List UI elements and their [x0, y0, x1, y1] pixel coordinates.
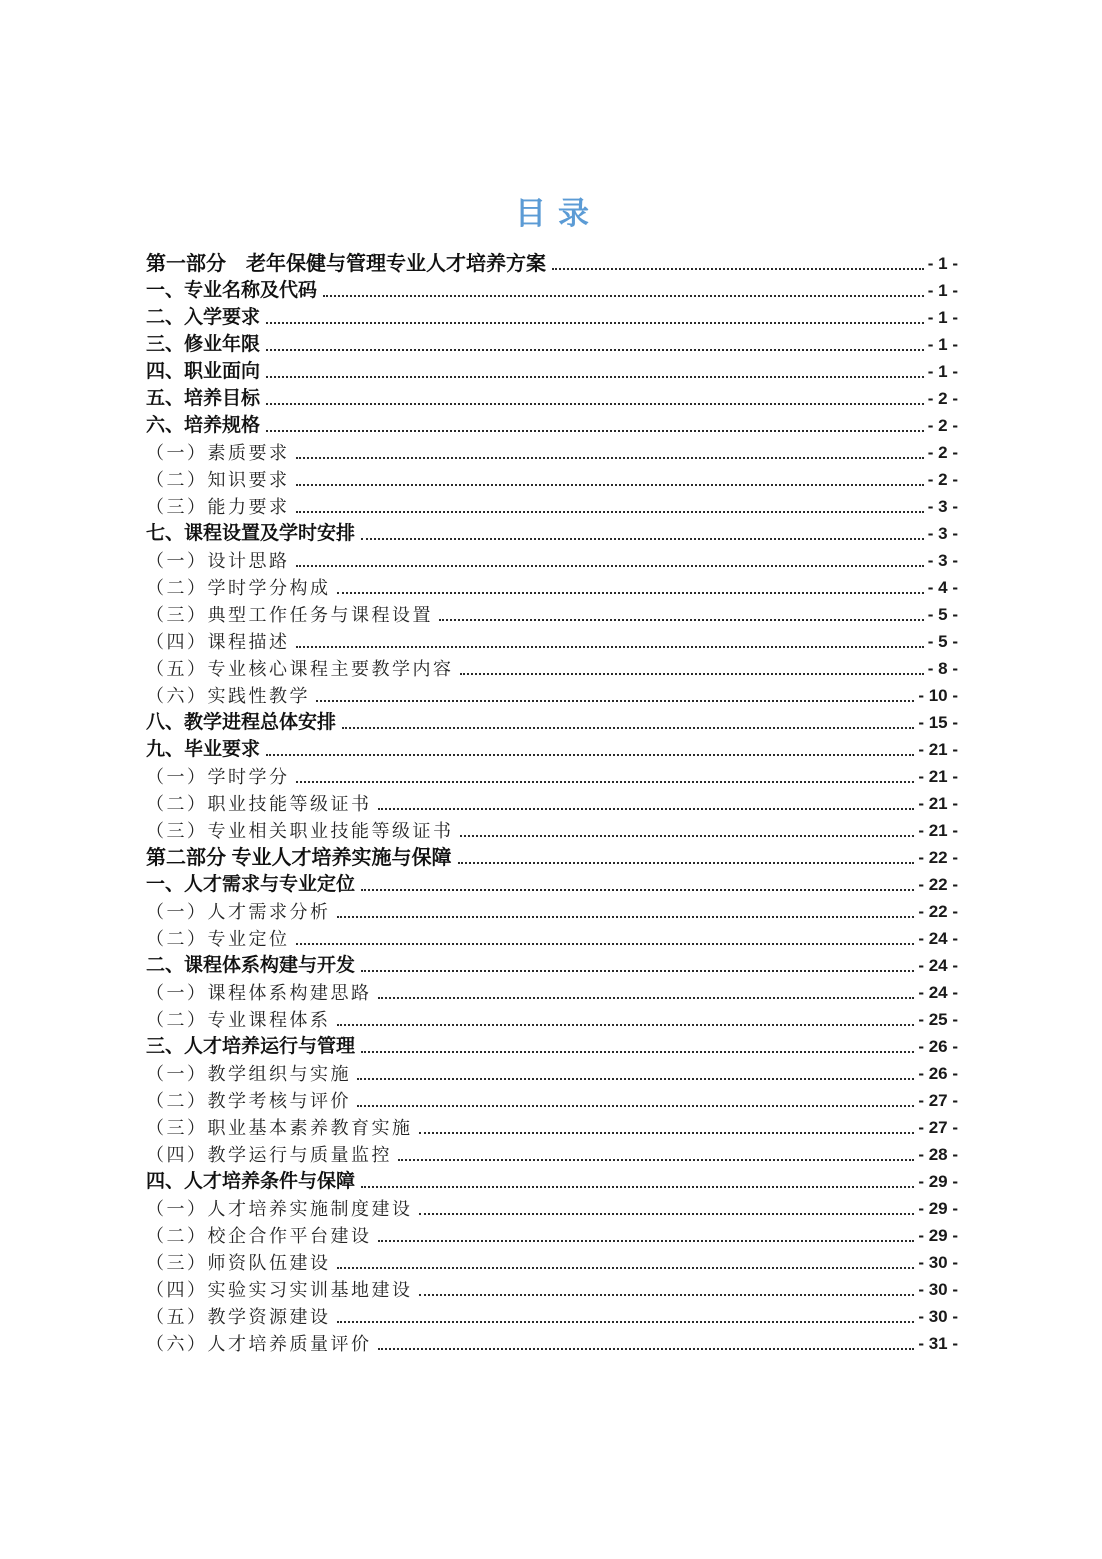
toc-dot-leader: [296, 511, 924, 513]
toc-entry-label[interactable]: （一）设计思路: [146, 551, 290, 571]
toc-entry-label[interactable]: （五）专业核心课程主要教学内容: [146, 659, 454, 679]
toc-entry-page: - 27 -: [918, 1118, 958, 1137]
toc-entry[interactable]: [146, 492, 958, 519]
toc-entry[interactable]: [146, 519, 958, 546]
toc-entry-page: - 3 -: [927, 524, 958, 543]
toc-entry-label[interactable]: （一）人才需求分析: [146, 902, 331, 922]
toc-entry-label[interactable]: （二）校企合作平台建设: [146, 1226, 372, 1246]
toc-entry-label[interactable]: 一、人才需求与专业定位: [146, 874, 356, 895]
toc-entry-label[interactable]: （二）知识要求: [146, 470, 290, 490]
toc-entry[interactable]: [146, 1005, 958, 1032]
toc-entry-page: - 29 -: [918, 1226, 958, 1245]
toc-entry-label[interactable]: 第二部分 专业人才培养实施与保障: [146, 847, 452, 869]
toc-dot-leader: [337, 1024, 915, 1026]
toc-dot-leader: [296, 457, 924, 459]
toc-entry-label[interactable]: 七、课程设置及学时安排: [146, 523, 356, 544]
toc-entry-label[interactable]: 八、教学进程总体安排: [146, 712, 337, 733]
toc-dot-leader: [378, 808, 915, 810]
toc-dot-leader: [266, 430, 924, 432]
toc-entry[interactable]: [146, 843, 958, 870]
toc-entry[interactable]: [146, 1194, 958, 1221]
toc-entry-label[interactable]: （二）教学考核与评价: [146, 1091, 351, 1111]
toc-entry[interactable]: [146, 1221, 958, 1248]
toc-entry[interactable]: [146, 978, 958, 1005]
toc-entry[interactable]: [146, 303, 958, 330]
toc-entry[interactable]: [146, 708, 958, 735]
toc-entry-label[interactable]: 六、培养规格: [146, 415, 261, 436]
toc-dot-leader: [296, 484, 924, 486]
toc-dot-leader: [460, 835, 915, 837]
toc-entry[interactable]: [146, 249, 958, 276]
toc-dot-leader: [361, 538, 924, 540]
toc-dot-leader: [357, 1078, 914, 1080]
toc-entry-page: - 22 -: [918, 902, 958, 921]
toc-entry-page: - 3 -: [927, 551, 958, 570]
toc-entry-label[interactable]: （一）教学组织与实施: [146, 1064, 351, 1084]
toc-dot-leader: [266, 754, 914, 756]
toc-entry-page: - 24 -: [918, 956, 958, 975]
toc-dot-leader: [378, 997, 915, 999]
toc-entry-label[interactable]: （六）人才培养质量评价: [146, 1334, 372, 1354]
toc-entry-page: - 30 -: [918, 1280, 958, 1299]
toc-entry-label[interactable]: 三、修业年限: [146, 334, 261, 355]
toc-entry-page: - 1 -: [927, 281, 958, 300]
toc-entry[interactable]: [146, 276, 958, 303]
toc-entry[interactable]: [146, 816, 958, 843]
toc-entry-label[interactable]: （五）教学资源建设: [146, 1307, 331, 1327]
toc-entry[interactable]: [146, 789, 958, 816]
toc-entry-page: - 1 -: [927, 254, 958, 273]
toc-entry-page: - 26 -: [918, 1064, 958, 1083]
toc-entry-page: - 22 -: [918, 875, 958, 894]
toc-entry-page: - 26 -: [918, 1037, 958, 1056]
toc-entry-page: - 31 -: [918, 1334, 958, 1353]
toc-entry-page: - 22 -: [918, 848, 958, 867]
toc-dot-leader: [266, 322, 924, 324]
toc-dot-leader: [398, 1159, 914, 1161]
toc-entry-page: - 29 -: [918, 1199, 958, 1218]
toc-entry-page: - 21 -: [918, 740, 958, 759]
toc-entry[interactable]: [146, 1167, 958, 1194]
toc-entry[interactable]: [146, 654, 958, 681]
toc-entry-label[interactable]: （一）学时学分: [146, 767, 290, 787]
toc-entry-page: - 29 -: [918, 1172, 958, 1191]
toc-entry-label[interactable]: （四）教学运行与质量监控: [146, 1145, 392, 1165]
toc-entry-label[interactable]: （一）人才培养实施制度建设: [146, 1199, 413, 1219]
toc-dot-leader: [342, 727, 914, 729]
toc-entry-page: - 30 -: [918, 1253, 958, 1272]
toc-entry-label[interactable]: （二）学时学分构成: [146, 578, 331, 598]
toc-entry[interactable]: [146, 1032, 958, 1059]
toc-entry-label[interactable]: （一）课程体系构建思路: [146, 983, 372, 1003]
toc-dot-leader: [296, 781, 915, 783]
toc-entry-page: - 28 -: [918, 1145, 958, 1164]
toc-entry[interactable]: [146, 600, 958, 627]
toc-entry[interactable]: [146, 762, 958, 789]
toc-entry-label[interactable]: 四、人才培养条件与保障: [146, 1171, 356, 1192]
toc-entry[interactable]: [146, 1275, 958, 1302]
toc-dot-leader: [361, 1186, 914, 1188]
toc-dot-leader: [361, 1051, 914, 1053]
toc-entry-label[interactable]: （三）师资队伍建设: [146, 1253, 331, 1273]
toc-dot-leader: [419, 1213, 915, 1215]
toc-dot-leader: [316, 700, 914, 702]
toc-entry-page: - 5 -: [927, 605, 958, 624]
toc-dot-leader: [361, 970, 914, 972]
toc-entry[interactable]: [146, 330, 958, 357]
toc-dot-leader: [337, 916, 915, 918]
toc-entry[interactable]: [146, 1113, 958, 1140]
toc-entry-page: - 24 -: [918, 983, 958, 1002]
toc-entry-label[interactable]: （四）实验实习实训基地建设: [146, 1280, 413, 1300]
toc-entry-label[interactable]: 四、职业面向: [146, 361, 261, 382]
toc-entry-page: - 3 -: [927, 497, 958, 516]
toc-entry-label[interactable]: 九、毕业要求: [146, 739, 261, 760]
toc-dot-leader: [266, 376, 924, 378]
toc-entry-page: - 24 -: [918, 929, 958, 948]
toc-entry[interactable]: [146, 951, 958, 978]
toc-entry-label[interactable]: （六）实践性教学: [146, 686, 310, 706]
toc-entry-page: - 15 -: [918, 713, 958, 732]
toc-entry[interactable]: [146, 897, 958, 924]
toc-entry-page: - 21 -: [918, 767, 958, 786]
toc-dot-leader: [460, 673, 924, 675]
toc-dot-leader: [378, 1240, 915, 1242]
toc-entry[interactable]: [146, 465, 958, 492]
toc-entry-page: - 21 -: [918, 794, 958, 813]
toc-entry[interactable]: [146, 411, 958, 438]
toc-entry-page: - 1 -: [927, 362, 958, 381]
toc-entry-page: - 4 -: [927, 578, 958, 597]
toc-entry-label[interactable]: （二）职业技能等级证书: [146, 794, 372, 814]
toc-entry-label[interactable]: 一、专业名称及代码: [146, 280, 318, 301]
toc-entry[interactable]: [146, 735, 958, 762]
toc-entry-label[interactable]: （二）专业课程体系: [146, 1010, 331, 1030]
toc-dot-leader: [378, 1348, 915, 1350]
toc-entry[interactable]: [146, 546, 958, 573]
toc-entry-label[interactable]: 二、课程体系构建与开发: [146, 955, 356, 976]
toc-entry-page: - 10 -: [918, 686, 958, 705]
toc-entry-page: - 8 -: [927, 659, 958, 678]
toc-dot-leader: [337, 592, 924, 594]
toc-dot-leader: [439, 619, 924, 621]
toc-entry[interactable]: [146, 924, 958, 951]
toc-dot-leader: [296, 646, 924, 648]
toc-dot-leader: [337, 1267, 915, 1269]
toc-dot-leader: [337, 1321, 915, 1323]
toc-dot-leader: [361, 889, 914, 891]
toc-entry[interactable]: [146, 1248, 958, 1275]
toc-entry-label[interactable]: （三）典型工作任务与课程设置: [146, 605, 433, 625]
toc-entry-label[interactable]: （二）专业定位: [146, 929, 290, 949]
toc-dot-leader: [419, 1294, 915, 1296]
toc-entry[interactable]: [146, 1140, 958, 1167]
toc-entry-page: - 2 -: [927, 443, 958, 462]
toc-dot-leader: [296, 943, 915, 945]
toc-entry-page: - 2 -: [927, 416, 958, 435]
toc-entry-page: - 1 -: [927, 308, 958, 327]
toc-entry-label[interactable]: （三）专业相关职业技能等级证书: [146, 821, 454, 841]
toc-entry-page: - 2 -: [927, 470, 958, 489]
toc-dot-leader: [357, 1105, 914, 1107]
toc-entry[interactable]: [146, 1302, 958, 1329]
toc-dot-leader: [266, 349, 924, 351]
toc-dot-leader: [458, 862, 915, 864]
toc-entry-page: - 5 -: [927, 632, 958, 651]
toc-dot-leader: [419, 1132, 915, 1134]
toc-entry[interactable]: [146, 1329, 958, 1356]
toc-dot-leader: [552, 268, 924, 270]
toc-entry-label[interactable]: （一）素质要求: [146, 443, 290, 463]
toc-entry[interactable]: [146, 1059, 958, 1086]
toc-entry-page: - 27 -: [918, 1091, 958, 1110]
toc-entry-page: - 21 -: [918, 821, 958, 840]
toc-entry-label[interactable]: 五、培养目标: [146, 388, 261, 409]
toc-entry[interactable]: [146, 681, 958, 708]
toc-entry[interactable]: [146, 627, 958, 654]
toc-entry[interactable]: [146, 357, 958, 384]
toc-entry-page: - 2 -: [927, 389, 958, 408]
toc-entry-label[interactable]: （四）课程描述: [146, 632, 290, 652]
toc-entry-label[interactable]: 二、入学要求: [146, 307, 261, 328]
toc-entry-label[interactable]: 第一部分 老年保健与管理专业人才培养方案: [146, 253, 546, 275]
toc-dot-leader: [296, 565, 924, 567]
toc-dot-leader: [266, 403, 924, 405]
toc-entry-page: - 1 -: [927, 335, 958, 354]
toc-entry-label[interactable]: （三）职业基本素养教育实施: [146, 1118, 413, 1138]
toc-entry-label[interactable]: （三）能力要求: [146, 497, 290, 517]
toc-entry[interactable]: [146, 384, 958, 411]
toc-entry-label[interactable]: 三、人才培养运行与管理: [146, 1036, 356, 1057]
toc-entry[interactable]: [146, 573, 958, 600]
toc-entry-page: - 25 -: [918, 1010, 958, 1029]
toc-entry[interactable]: [146, 438, 958, 465]
toc-entry-page: - 30 -: [918, 1307, 958, 1326]
toc-list: [146, 249, 958, 1356]
toc-title: 目录: [515, 196, 601, 231]
toc-dot-leader: [323, 295, 924, 297]
toc-entry[interactable]: [146, 1086, 958, 1113]
toc-entry[interactable]: [146, 870, 958, 897]
